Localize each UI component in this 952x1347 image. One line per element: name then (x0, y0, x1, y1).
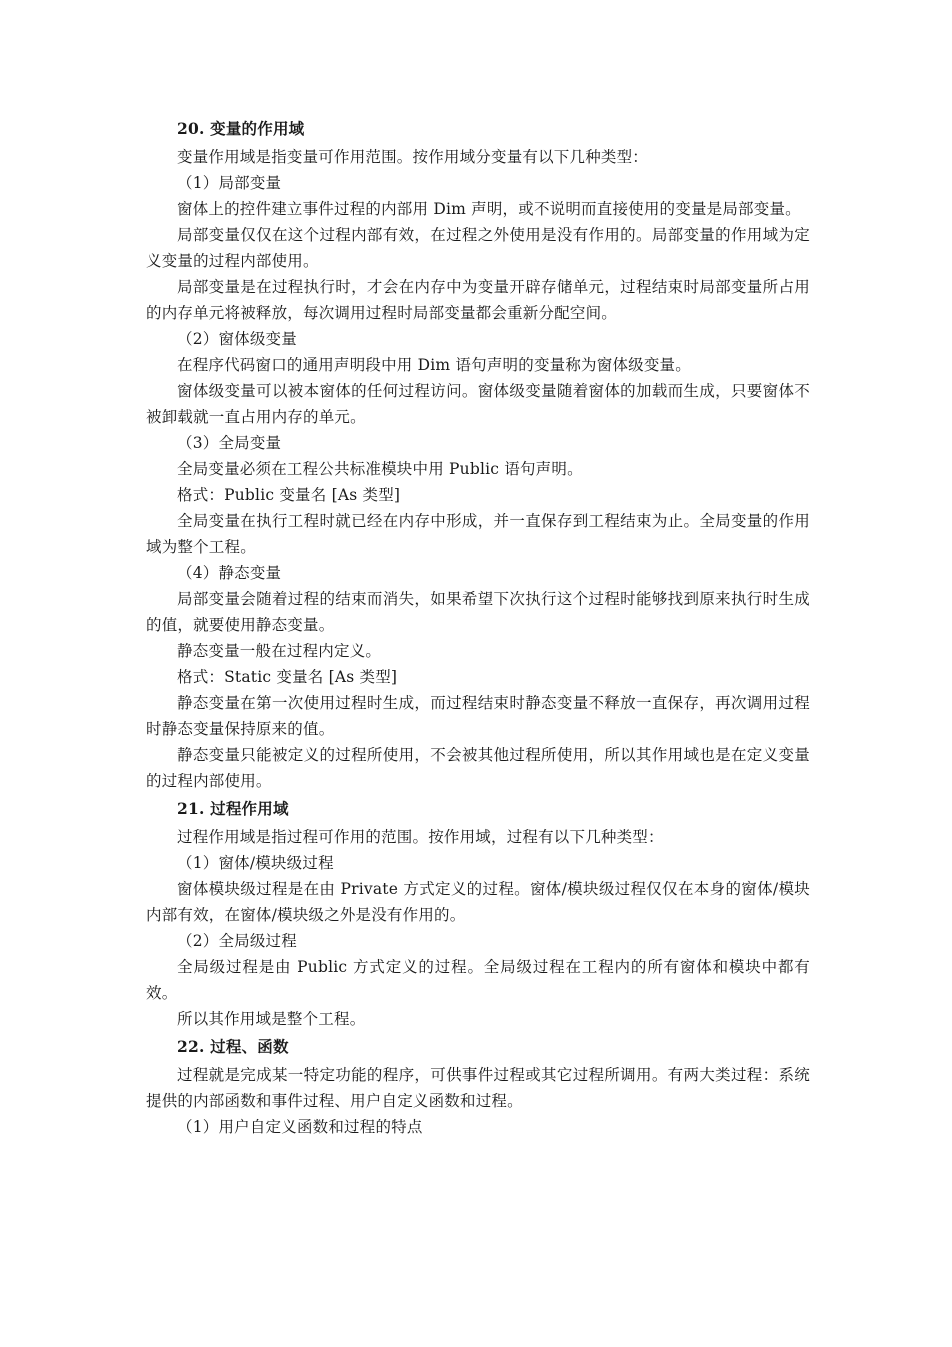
paragraph: 在程序代码窗口的通用声明段中用 Dim 语句声明的变量称为窗体级变量。 (177, 356, 691, 374)
paragraph: 全局变量在执行工程时就已经在内存中形成，并一直保存到工程结束为止。全局变量的作用域为整个工程。 (146, 512, 810, 556)
paragraph: 静态变量在第一次使用过程时生成，而过程结束时静态变量不释放一直保存，再次调用过程时静态变量保持原来的值。 (146, 694, 810, 738)
paragraph: 所以其作用域是整个工程。 (177, 1010, 366, 1028)
paragraph: 局部变量是在过程执行时，才会在内存中为变量开辟存储单元，过程结束时局部变量所占用的内存单元将被释放，每次调用过程时局部变量都会重新分配空间。 (146, 278, 810, 322)
section-heading: 21. 过程作用域 (177, 799, 289, 818)
paragraph: （1）用户自定义函数和过程的特点 (177, 1118, 423, 1136)
document-body (146, 114, 810, 1140)
paragraph: 变量作用域是指变量可作用范围。按作用域分变量有以下几种类型： (177, 148, 649, 166)
paragraph: 格式：Public 变量名 [As 类型] (177, 486, 401, 504)
paragraph: （3）全局变量 (177, 434, 282, 452)
paragraph: 格式：Static 变量名 [As 类型] (177, 668, 398, 686)
section-heading: 20. 变量的作用域 (177, 119, 305, 138)
paragraph: 局部变量仅仅在这个过程内部有效，在过程之外使用是没有作用的。局部变量的作用域为定义变量的过程内部使用。 (146, 226, 810, 270)
paragraph: （4）静态变量 (177, 564, 282, 582)
paragraph: （1）窗体/模块级过程 (177, 854, 334, 872)
paragraph: 静态变量一般在过程内定义。 (177, 642, 382, 660)
paragraph: 过程就是完成某一特定功能的程序，可供事件过程或其它过程所调用。有两大类过程：系统提供的内部函数和事件过程、用户自定义函数和过程。 (146, 1066, 810, 1110)
paragraph: 窗体级变量可以被本窗体的任何过程访问。窗体级变量随着窗体的加载而生成，只要窗体不被卸载就一直占用内存的单元。 (146, 382, 810, 426)
paragraph: 窗体模块级过程是在由 Private 方式定义的过程。窗体/模块级过程仅仅在本身的窗体/模块内部有效，在窗体/模块级之外是没有作用的。 (146, 880, 810, 924)
paragraph: 局部变量会随着过程的结束而消失，如果希望下次执行这个过程时能够找到原来执行时生成的值，就要使用静态变量。 (146, 590, 810, 634)
section-heading: 22. 过程、函数 (177, 1037, 289, 1056)
paragraph: 全局级过程是由 Public 方式定义的过程。全局级过程在工程内的所有窗体和模块中都有效。 (146, 958, 810, 1002)
paragraph: （2）全局级过程 (177, 932, 297, 950)
paragraph: （1）局部变量 (177, 174, 282, 192)
paragraph: 静态变量只能被定义的过程所使用，不会被其他过程所使用，所以其作用域也是在定义变量的过程内部使用。 (146, 746, 810, 790)
paragraph: 全局变量必须在工程公共标准模块中用 Public 语句声明。 (177, 460, 583, 478)
paragraph: 窗体上的控件建立事件过程的内部用 Dim 声明，或不说明而直接使用的变量是局部变量。 (177, 200, 801, 218)
paragraph: 过程作用域是指过程可作用的范围。按作用域，过程有以下几种类型： (177, 828, 664, 846)
paragraph: （2）窗体级变量 (177, 330, 297, 348)
